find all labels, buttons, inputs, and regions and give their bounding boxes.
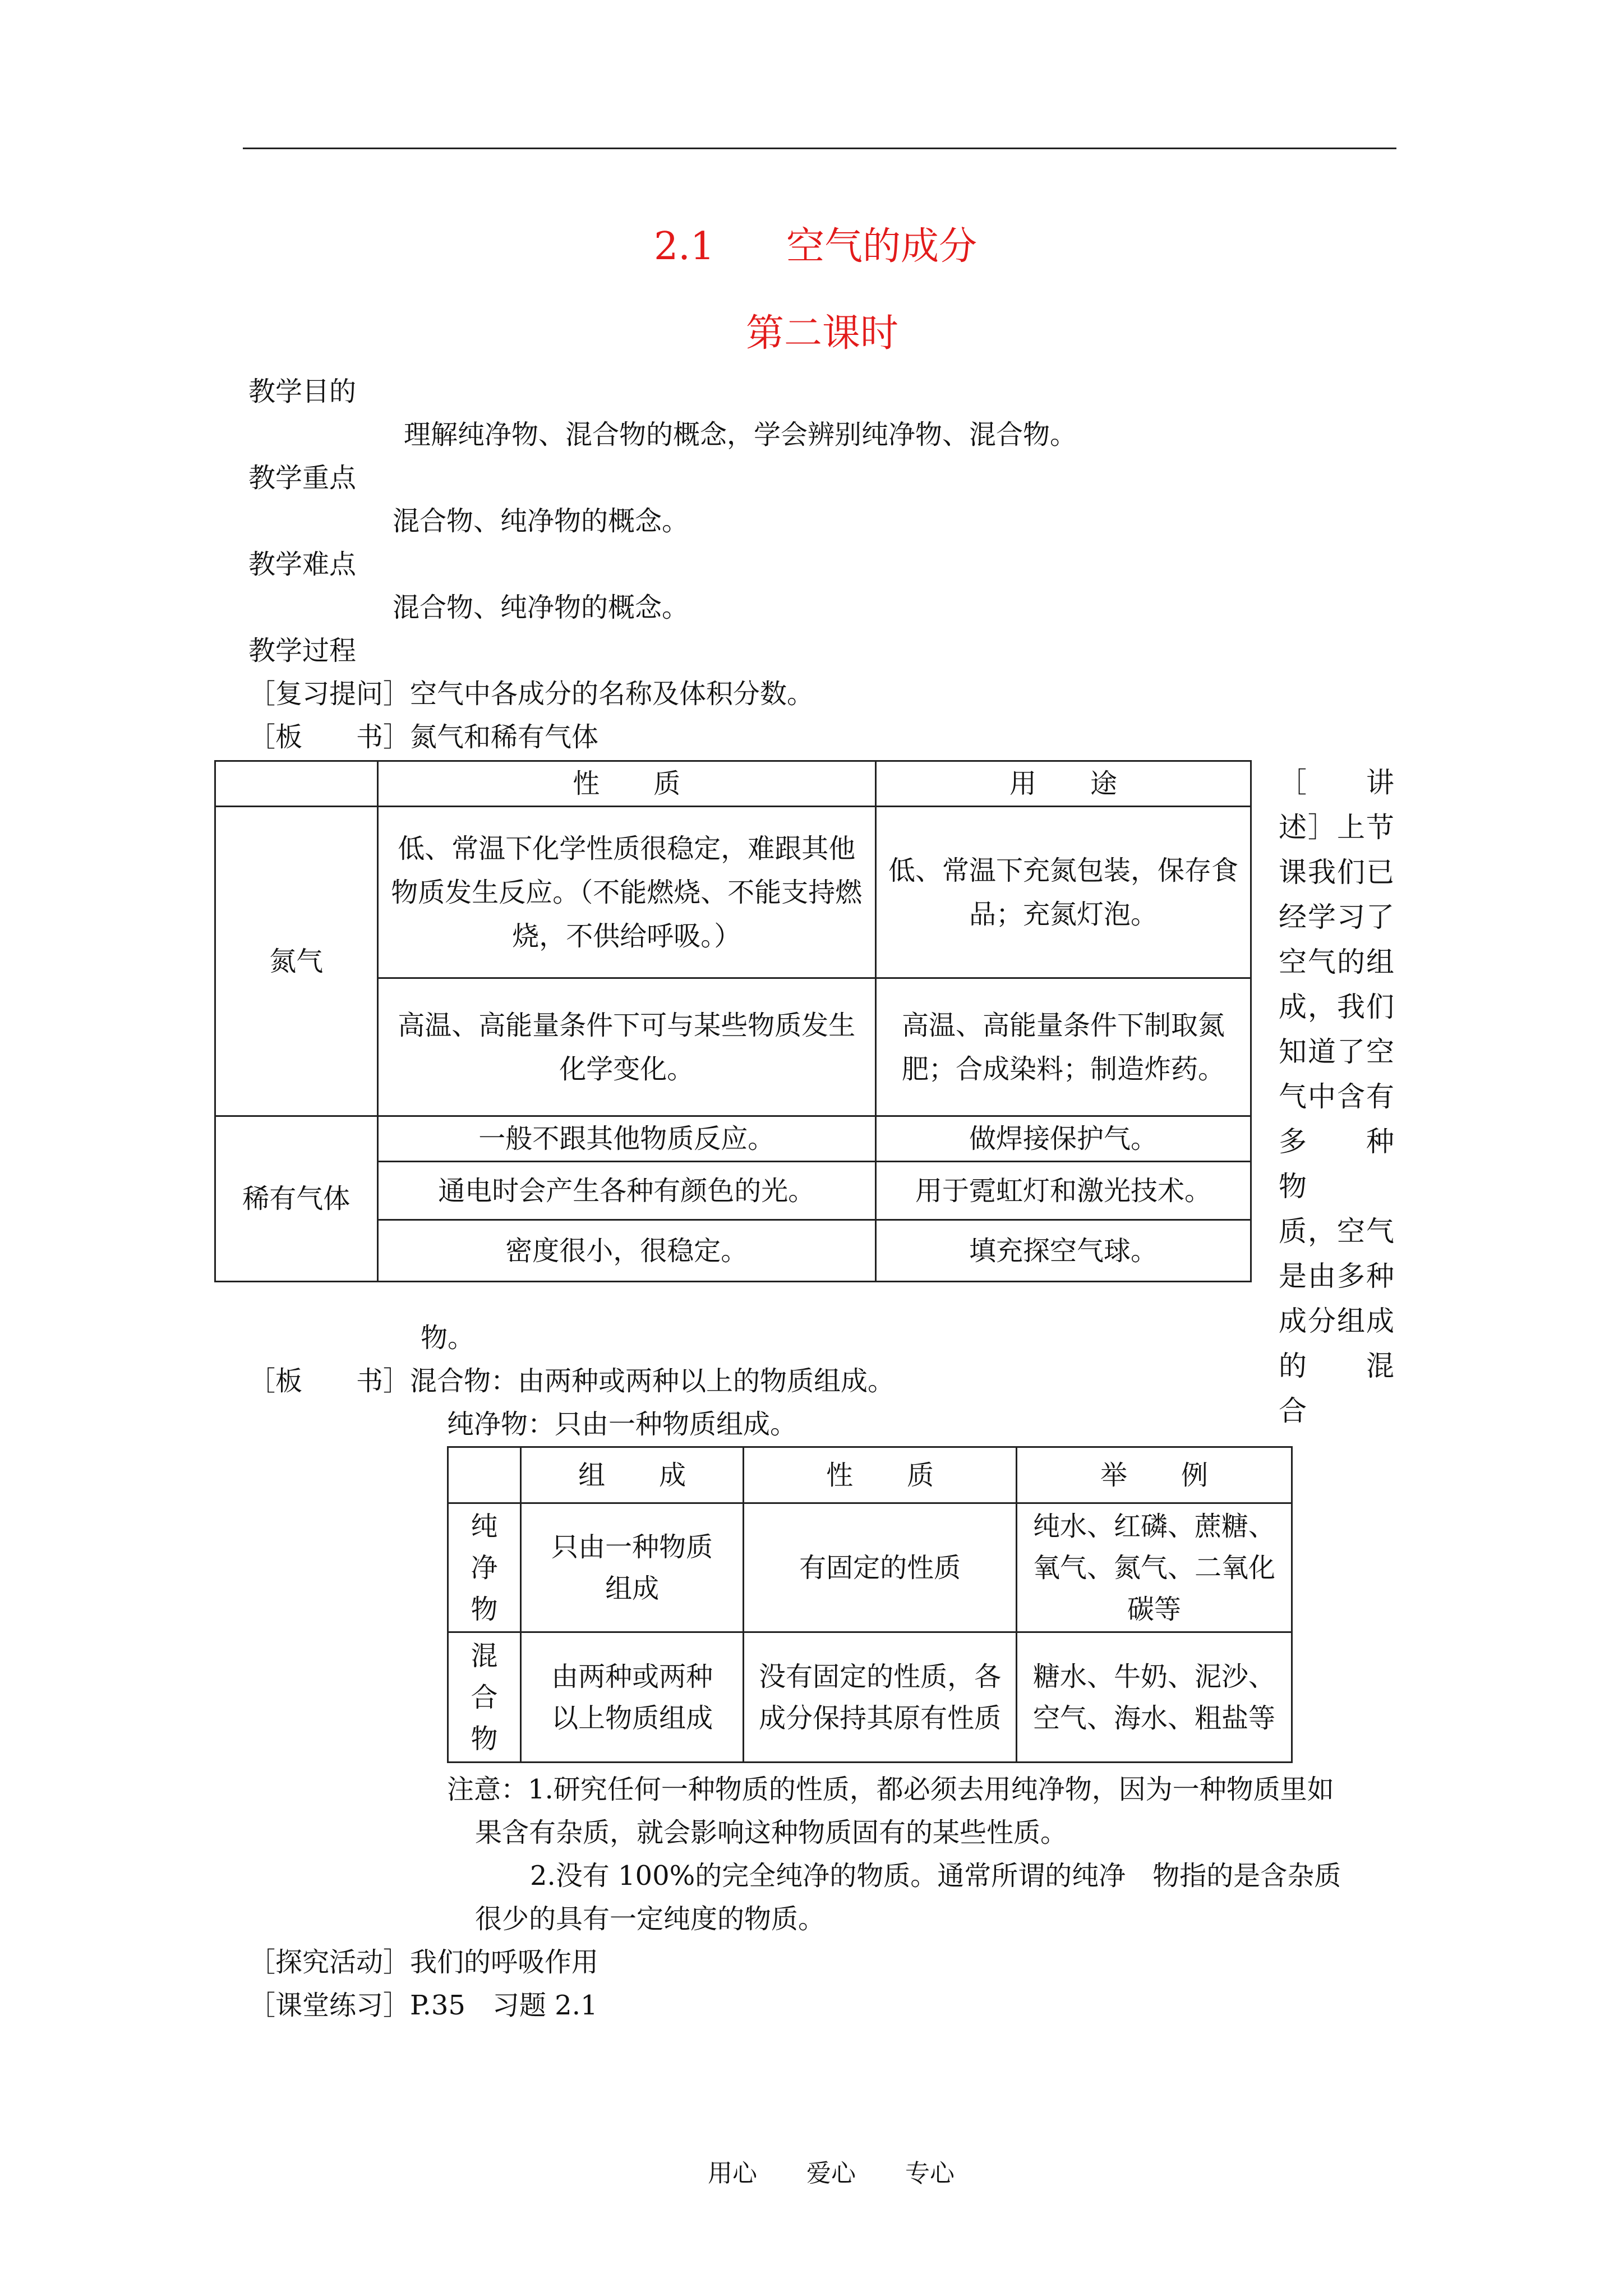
pure-composition: 只由一种物质组成 bbox=[520, 1503, 743, 1632]
note-1-line-1: 注意：1.研究任何一种物质的性质，都必须去用纯净物，因为一种物质里如 bbox=[447, 1774, 1334, 1805]
footer-item: 用心 bbox=[708, 2159, 757, 2188]
side-note-line: 多 种 物 bbox=[1279, 1125, 1422, 1203]
page-subtitle: 第二课时 bbox=[746, 311, 899, 356]
rare-gas-property-3: 密度很小，很稳定。 bbox=[377, 1220, 875, 1282]
table1-head-use: 用 途 bbox=[876, 761, 1251, 807]
mixture-property: 没有固定的性质，各成分保持其原有性质 bbox=[744, 1632, 1017, 1763]
note-2-line-2: 很少的具有一定纯度的物质。 bbox=[475, 1903, 826, 1935]
pure-substance-label: 纯净物 bbox=[448, 1503, 521, 1632]
nitrogen-label: 氮气 bbox=[215, 807, 378, 1116]
lecture-side-note bbox=[1279, 760, 1422, 1433]
nitrogen-property-2: 高温、高能量条件下可与某些物质发生化学变化。 bbox=[377, 978, 875, 1116]
side-note-line: 成，我们 bbox=[1279, 991, 1394, 1023]
rare-gas-use-2: 用于霓虹灯和激光技术。 bbox=[876, 1162, 1251, 1220]
mixture-example: 糖水、牛奶、泥沙、空气、海水、粗盐等 bbox=[1017, 1632, 1292, 1763]
table2-head-property: 性 质 bbox=[744, 1447, 1017, 1503]
side-note-line: 质，空气 bbox=[1279, 1215, 1394, 1248]
table2-corner bbox=[448, 1447, 521, 1503]
header-rule bbox=[243, 148, 1396, 149]
mixture-label: 混合物 bbox=[448, 1632, 521, 1763]
exercise-line: ［课堂练习］P.35 习题 2.1 bbox=[248, 1990, 598, 2021]
title-number: 2.1 bbox=[654, 224, 715, 269]
board-line-1: ［板 书］氮气和稀有气体 bbox=[248, 721, 599, 753]
side-note-tail: 物。 bbox=[421, 1322, 475, 1354]
keypoint-text: 混合物、纯净物的概念。 bbox=[393, 505, 689, 537]
footer-item: 爱心 bbox=[806, 2159, 856, 2188]
rare-gas-property-2: 通电时会产生各种有颜色的光。 bbox=[377, 1162, 875, 1220]
rare-gas-use-1: 做焊接保护气。 bbox=[876, 1116, 1251, 1162]
side-note-line: 经学习了 bbox=[1279, 901, 1394, 933]
note-1-line-2: 果含有杂质，就会影响这种物质固有的某些性质。 bbox=[475, 1817, 1068, 1848]
board-line-2: ［板 书］混合物：由两种或两种以上的物质组成。 bbox=[248, 1365, 895, 1397]
board-line-3: 纯净物：只由一种物质组成。 bbox=[447, 1409, 797, 1440]
pure-property: 有固定的性质 bbox=[744, 1503, 1017, 1632]
page-title bbox=[654, 216, 977, 270]
nitrogen-use-1: 低、常温下充氮包装，保存食品；充氮灯泡。 bbox=[876, 807, 1251, 978]
side-note-line: 成分组成 bbox=[1279, 1305, 1394, 1337]
table2-head-example: 举 例 bbox=[1017, 1447, 1292, 1503]
table1-corner bbox=[215, 761, 378, 807]
objective-label: 教学目的 bbox=[248, 376, 357, 407]
side-note-line: 的 混 合 bbox=[1279, 1350, 1422, 1427]
rare-gas-use-3: 填充探空气球。 bbox=[876, 1220, 1251, 1282]
review-line: ［复习提问］空气中各成分的名称及体积分数。 bbox=[248, 678, 814, 710]
note-2-line-1: 2.没有 100%的完全纯净的物质。通常所谓的纯净 物指的是含杂质 bbox=[530, 1860, 1341, 1892]
difficulty-label: 教学难点 bbox=[248, 549, 357, 580]
mixture-composition: 由两种或两种以上物质组成 bbox=[520, 1632, 743, 1763]
side-note-line: 是由多种 bbox=[1279, 1260, 1394, 1292]
difficulty-text: 混合物、纯净物的概念。 bbox=[393, 592, 689, 623]
nitrogen-use-2: 高温、高能量条件下制取氮肥；合成染料；制造炸药。 bbox=[876, 978, 1251, 1116]
title-text: 空气的成分 bbox=[786, 224, 978, 269]
gas-properties-table bbox=[214, 760, 1252, 1282]
table2-head-composition: 组 成 bbox=[520, 1447, 743, 1503]
side-note-line: 课我们已 bbox=[1279, 856, 1394, 889]
process-label: 教学过程 bbox=[248, 635, 357, 666]
activity-line: ［探究活动］我们的呼吸作用 bbox=[248, 1947, 599, 1978]
rare-gas-property-1: 一般不跟其他物质反应。 bbox=[377, 1116, 875, 1162]
objective-text: 理解纯净物、混合物的概念，学会辨别纯净物、混合物。 bbox=[404, 419, 1077, 450]
side-note-line: 述］上节 bbox=[1279, 811, 1394, 844]
nitrogen-property-1: 低、常温下化学性质很稳定，难跟其他物质发生反应。（不能燃烧、不能支持燃烧，不供给呼吸。） bbox=[377, 807, 875, 978]
rare-gas-label: 稀有气体 bbox=[215, 1116, 378, 1282]
footer-item: 专心 bbox=[905, 2159, 955, 2188]
side-note-line: 气中含有 bbox=[1279, 1080, 1394, 1113]
page-footer bbox=[708, 2153, 955, 2189]
pure-mixture-table bbox=[447, 1446, 1293, 1763]
keypoint-label: 教学重点 bbox=[248, 462, 357, 494]
table1-head-property: 性 质 bbox=[377, 761, 875, 807]
side-note-line: 空气的组 bbox=[1279, 946, 1394, 978]
pure-example: 纯水、红磷、蔗糖、氧气、氮气、二氧化碳等 bbox=[1017, 1503, 1292, 1632]
side-note-line: ［ 讲 bbox=[1279, 766, 1394, 799]
side-note-line: 知道了空 bbox=[1279, 1036, 1394, 1068]
